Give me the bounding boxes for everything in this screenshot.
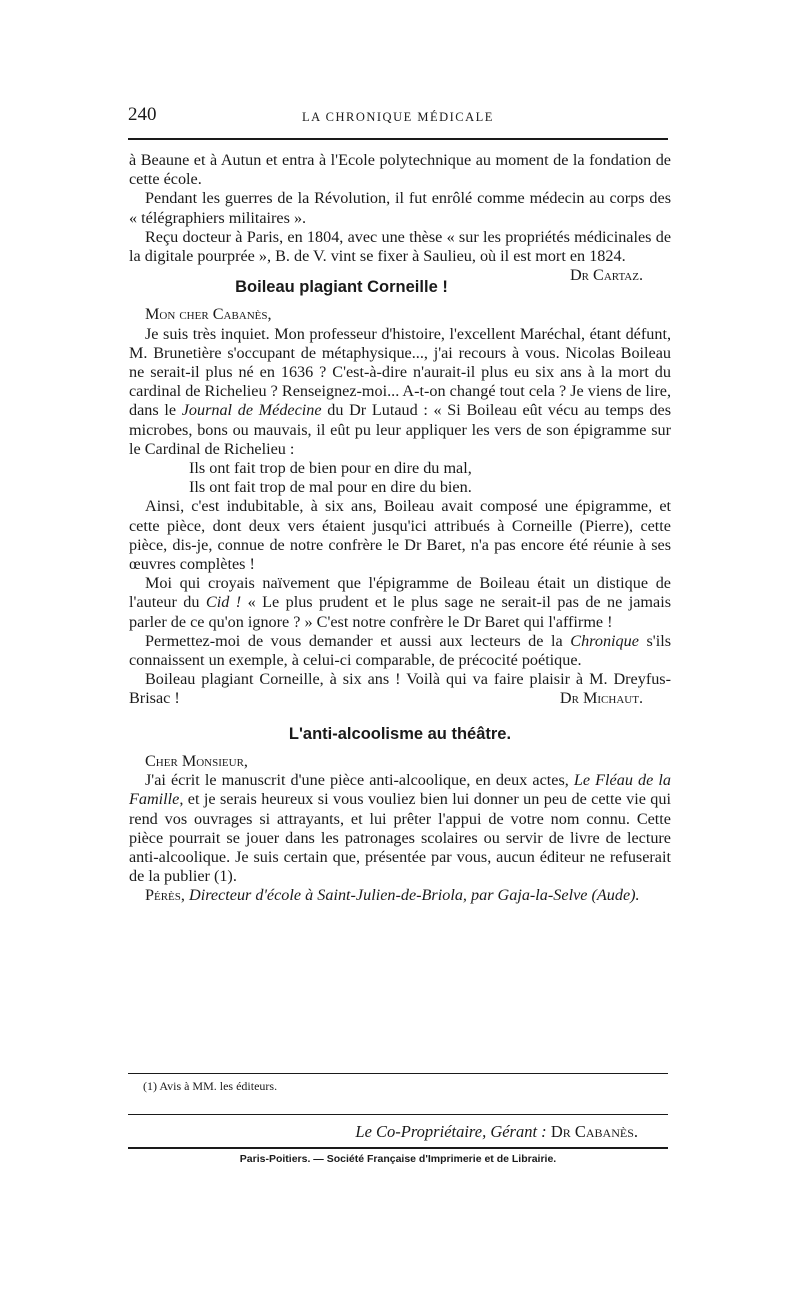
signature-peres: Pérès,: [145, 886, 185, 905]
page-body: [129, 151, 671, 906]
letter1-paragraph-1-a: Je suis très inquiet. Mon professeur d'histoire, l'excellent Maréchal, étant défunt, M. Brunetière s'occupant de métaphysique..., j'ai recours à vous. Nicolas Boileau ne serait-il plus né en 1636 ? C'est-à-dire n'aurait-il plus eu six ans à la mort du cardinal de Richelieu ? Renseignez-moi... A-t-on changé tout cela ? Je viens de lire, dans le: [129, 324, 671, 420]
intro-paragraph-1: à Beaune et à Autun et entra à l'Ecole polytechnique au moment de la fondation de cette école.: [129, 151, 671, 189]
imprint-rule: [128, 1147, 668, 1149]
letter1-paragraph-1-b: du Dr Lutaud : « Si Boileau eût vécu au temps des microbes, bons ou mauvais, il eût pu leur appliquer les vers de son épigramme sur le Cardinal de Richelieu :: [129, 401, 672, 458]
imprint: Paris-Poitiers. — Société Française d'Imprimerie et de Librairie.: [239, 1153, 557, 1165]
letter2-paragraph-1-b: et je serais heureux si vous vouliez bien lui donner un peu de cette vie qui rend vos ouvrages si attrayants, et lui prêter l'appui de votre nom connu. Cette pièce pourrait se jouer dans les patronages scolaires ou servir de livre de lecture anti-alcoolique. Je suis certain que, présentée par vous, aucun éditeur ne refuserait de la publier (1).: [129, 790, 671, 886]
signature-cartaz: Dr Cartaz.: [569, 266, 643, 285]
section-title-anti-alcoolisme: L'anti-alcoolisme au théâtre.: [288, 724, 512, 743]
gerant-rule: [128, 1114, 668, 1115]
journal-title: Journal de Médecine: [181, 401, 322, 420]
letter1-paragraph-3: [129, 574, 671, 632]
header-rule: [128, 138, 668, 140]
page-number: 240: [128, 104, 157, 125]
letter2-paragraph-1: [129, 771, 671, 886]
gerant-line: [128, 1122, 638, 1142]
verse-line-1: Ils ont fait trop de bien pour en dire du mal,: [189, 459, 472, 478]
verse-line-2: Ils ont fait trop de mal pour en dire du bien.: [189, 478, 472, 497]
page-header: [128, 104, 668, 134]
letter1-paragraph-4-b: s'ils connaissent un exemple, à celui-ci comparable, de précocité poétique.: [129, 631, 671, 670]
signature-peres-title: Directeur d'école à Saint-Julien-de-Briola, par Gaja-la-Selve (Aude).: [184, 886, 640, 905]
signature-michaut: Dr Michaut.: [559, 689, 643, 708]
chronique-title: Chronique: [570, 631, 639, 650]
gerant-name: Dr Cabanès.: [550, 1122, 638, 1141]
running-title: LA CHRONIQUE MÉDICALE: [302, 110, 494, 124]
letter1-paragraph-4-a: Permettez-moi de vous demander et aussi aux lecteurs de la: [145, 631, 571, 650]
intro-paragraph-3-text: Reçu docteur à Paris, en 1804, avec une thèse « sur les propriétés médicinales de la digitale pourprée », B. de V. vint se fixer à Saulieu, où il est mort en 1824.: [129, 227, 671, 266]
salutation-monsieur: Cher Monsieur,: [145, 751, 248, 770]
intro-paragraph-2: Pendant les guerres de la Révolution, il fut enrôlé comme médecin au corps des « télégraphiers militaires ».: [129, 189, 671, 227]
salutation-cabanes: Mon cher Cabanès,: [145, 305, 272, 324]
play-title: Le Fléau de la Famille,: [129, 771, 671, 809]
letter1-paragraph-4: [129, 632, 671, 670]
footnote: (1) Avis à MM. les éditeurs.: [143, 1079, 278, 1093]
cid-title: Cid !: [205, 593, 242, 612]
section-title-boileau: Boileau plagiant Corneille !: [235, 278, 448, 297]
letter1-paragraph-3-b: « Le plus prudent et le plus sage ne serait-il pas de ne jamais parler de ce qu'on ignore ? » C'est notre confrère le Dr Baret qui l'affirme !: [129, 593, 672, 631]
letter1-paragraph-3-a: Moi qui croyais naïvement que l'épigramme de Boileau était un distique de l'auteur du: [129, 574, 671, 612]
letter2-paragraph-1-a: J'ai écrit le manuscrit d'une pièce anti-alcoolique, en deux actes,: [145, 771, 574, 790]
letter1-paragraph-5-text: Boileau plagiant Corneille, à six ans ! Voilà qui va faire plaisir à M. Dreyfus-Brisac !: [129, 670, 671, 708]
letter2-signature: [129, 886, 671, 905]
footnote-rule: [128, 1073, 668, 1074]
letter1-paragraph-2: Ainsi, c'est indubitable, à six ans, Boileau avait composé une épigramme, et cette pièce, dont deux vers étaient jusqu'ici attribués à Corneille (Pierre), cette pièce, dis-je, connue de notre confrère le Dr Baret, n'a pas encore été réunie à ses œuvres complètes !: [129, 497, 671, 574]
intro-paragraph-3: [129, 227, 671, 285]
gerant-label: Le Co-Propriétaire, Gérant :: [355, 1122, 551, 1141]
letter1-paragraph-1: [129, 325, 671, 459]
letter1-paragraph-5: [129, 670, 671, 708]
